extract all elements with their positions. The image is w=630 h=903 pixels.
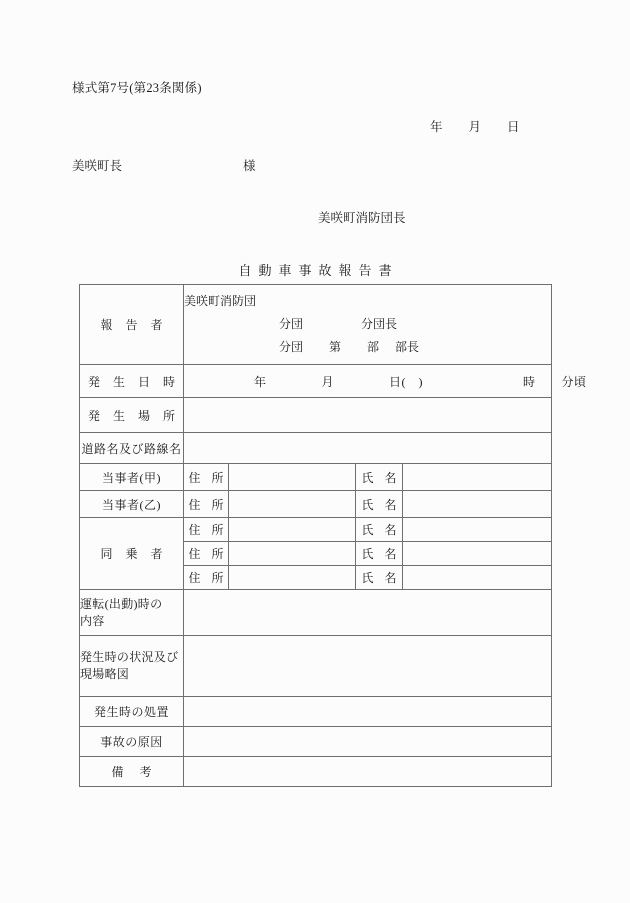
- remarks-label: 備考: [80, 757, 184, 787]
- reporter-unit-line: [184, 336, 551, 359]
- party-a-address-label: 住 所: [184, 464, 229, 491]
- occurrence-month-label: 月: [321, 374, 335, 389]
- table-row-driving-content: [80, 590, 552, 636]
- passenger-1-name-label: 氏 名: [356, 518, 403, 542]
- table-row-party-a: [80, 464, 552, 491]
- form-number: 様式第7号(第23条関係): [72, 81, 202, 95]
- measures-label: 発生時の処置: [80, 697, 184, 727]
- page-title: 自動車事故報告書: [238, 263, 399, 278]
- passenger-1-name-value[interactable]: [403, 518, 552, 542]
- table-row-occurrence-datetime: [80, 365, 552, 398]
- reporter-branch-chief-label: 分団長: [361, 317, 398, 331]
- driving-content-label-line1: 運転(出動)時の: [80, 596, 163, 611]
- table-row-party-b: [80, 491, 552, 518]
- party-a-address-value[interactable]: [229, 464, 356, 491]
- situation-sketch-value[interactable]: [184, 636, 552, 697]
- table-row-road-name: [80, 433, 552, 464]
- passenger-3-name-label: 氏 名: [356, 566, 403, 590]
- date-line: [430, 117, 520, 135]
- addressee-honorific: 様: [243, 159, 256, 173]
- party-b-name-label: 氏 名: [356, 491, 403, 518]
- passenger-3-address-label: 住 所: [184, 566, 229, 590]
- remarks-value[interactable]: [184, 757, 552, 787]
- party-a-name-label: 氏 名: [356, 464, 403, 491]
- passenger-2-address-label: 住 所: [184, 542, 229, 566]
- party-b-name-value[interactable]: [403, 491, 552, 518]
- road-name-value[interactable]: [184, 433, 552, 464]
- party-a-name-value[interactable]: [403, 464, 552, 491]
- occurrence-datetime-inline: [184, 373, 587, 390]
- driving-content-value[interactable]: [184, 590, 552, 636]
- road-name-label: 道路名及び路線名: [80, 433, 184, 464]
- table-row-remarks: [80, 757, 552, 787]
- party-b-label: 当事者(乙): [80, 491, 184, 518]
- reporter-unit-branch-label: 分団: [279, 340, 304, 354]
- occurrence-place-label: 発 生 場 所: [80, 398, 184, 433]
- situation-sketch-label-line2: 現場略図: [80, 667, 130, 681]
- table-row-measures: [80, 697, 552, 727]
- situation-sketch-label-line1: 発生時の状況及び: [80, 650, 179, 664]
- passenger-3-address-value[interactable]: [229, 566, 356, 590]
- party-b-address-value[interactable]: [229, 491, 356, 518]
- date-day-label: 日: [507, 120, 520, 134]
- driving-content-label: [80, 590, 184, 636]
- reporter-organization: 美咲町消防団: [184, 294, 257, 308]
- occurrence-hour-label: 時: [523, 374, 536, 389]
- party-a-label: 当事者(甲): [80, 464, 184, 491]
- occurrence-minute-label: 分頃: [561, 374, 587, 389]
- addressee: 美咲町長: [72, 159, 123, 173]
- table-row-cause: [80, 727, 552, 757]
- date-month-label: 月: [468, 120, 482, 134]
- situation-sketch-label: [80, 636, 184, 697]
- reporter-unit-no-label: 第: [329, 340, 342, 354]
- measures-value[interactable]: [184, 697, 552, 727]
- passenger-1-address-value[interactable]: [229, 518, 356, 542]
- passenger-1-address-label: 住 所: [184, 518, 229, 542]
- occurrence-day-label: 日( ): [389, 374, 424, 389]
- occurrence-datetime-value-cell[interactable]: [184, 365, 587, 398]
- occurrence-place-value[interactable]: [184, 398, 552, 433]
- reporter-label: 報 告 者: [80, 285, 184, 365]
- table-row-reporter: [80, 285, 552, 365]
- table-row-passenger-1: [80, 518, 552, 542]
- passengers-label: 同 乗 者: [80, 518, 184, 590]
- reporter-value-cell[interactable]: [184, 285, 552, 365]
- cause-value[interactable]: [184, 727, 552, 757]
- reporter-branch-line: [184, 313, 551, 336]
- passenger-2-address-value[interactable]: [229, 542, 356, 566]
- reporter-unit-chief-label: 部長: [395, 340, 420, 354]
- reporter-branch-label: 分団: [279, 317, 304, 331]
- occurrence-year-label: 年: [254, 374, 267, 389]
- issuer-name: 美咲町消防団長: [318, 211, 406, 225]
- passenger-2-name-label: 氏 名: [356, 542, 403, 566]
- table-row-situation-sketch: [80, 636, 552, 697]
- passenger-3-name-value[interactable]: [403, 566, 552, 590]
- accident-report-table: [79, 284, 587, 787]
- party-b-address-label: 住 所: [184, 491, 229, 518]
- passenger-2-name-value[interactable]: [403, 542, 552, 566]
- date-year-label: 年: [430, 120, 443, 134]
- table-row-occurrence-place: [80, 398, 552, 433]
- occurrence-datetime-label: 発 生 日 時: [80, 365, 184, 398]
- reporter-unit-label: 部: [367, 340, 380, 354]
- cause-label: 事故の原因: [80, 727, 184, 757]
- driving-content-label-line2: 内容: [80, 613, 105, 628]
